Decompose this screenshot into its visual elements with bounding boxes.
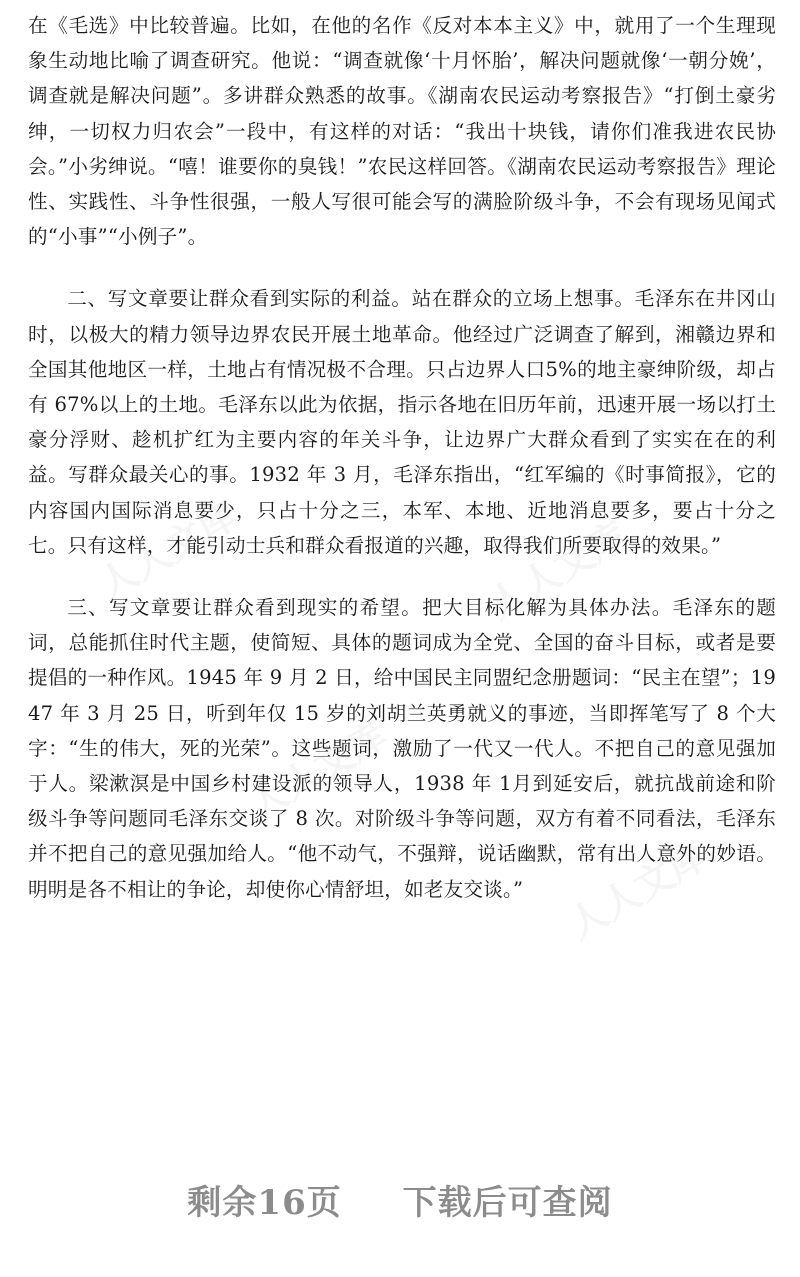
watermark: 人人文库 [480,513,635,628]
document-body [28,8,776,907]
watermark: 人人文库 [240,713,395,828]
remaining-pages-label: 剩余16页 [187,1183,342,1223]
watermark: 人人文库 [560,833,715,948]
paragraph-continuation: 在《毛选》中比较普遍。比如，在他的名作《反对本本主义》中，就用了一个生理现象生动地比喻了调查研究。他说：“调查就像‘十月怀胎’，解决问题就像‘一朝分娩’，调查就是解决问题”。多讲群众熟悉的故事。《湖南农民运动考察报告》“打倒土豪劣绅，一切权力归农会”一段中，有这样的对话：“我出十块钱，请你们准我进农民协会。”小劣绅说。“嘻！谁要你的臭钱！”农民这样回答。《湖南农民运动考察报告》理论性、实践性、斗争性很强，一般人写很可能会写的满脸阶级斗争，不会有现场见闻式的“小事”“小例子”。 [28,14,776,249]
download-prompt[interactable] [0,1175,800,1224]
watermark: 人人文库 [90,493,245,608]
paragraph-section-three: 三、写文章要让群众看到现实的希望。把大目标化解为具体办法。毛泽东的题词，总能抓住时代主题，使简短、具体的题词成为全党、全国的奋斗目标，或者是要提倡的一种作风。1945 年 9 月 2 日，给中国民主同盟纪念册题词：“民主在望”；1947 年 3 月 25 日，听到年仅 15 岁的刘胡兰英勇就义的事迹，当即挥笔写了 8 个大字：“生的伟大，死的光荣”。这些题词，激励了一代又一代人。不把自己的意见强加于人。梁漱溟是中国乡村建设派的领导人，1938 年 1月到延安后，就抗战前途和阶级斗争等问题同毛泽东交谈了 8 次。对阶级斗争等问题，双方有着不同看法，毛泽东并不把自己的意见强加给人。“他不动气，不强辩，说话幽默，常有出人意外的妙语。明明是各不相让的争论，却使你心情舒坦，如老友交谈。” [28,596,776,901]
paragraph-section-two: 二、写文章要让群众看到实际的利益。站在群众的立场上想事。毛泽东在井冈山时，以极大的精力领导边界农民开展土地革命。他经过广泛调查了解到，湘赣边界和全国其他地区一样，土地占有情况极不合理。只占边界人口5%的地主豪绅阶级，却占有 67%以上的土地。毛泽东以此为依据，指示各地在旧历年前，迅速开展一场以打土豪分浮财、趁机扩红为主要内容的年关斗争，让边界广大群众看到了实实在在的利益。写群众最关心的事。1932 年 3 月，毛泽东指出，“红军编的《时事简报》，它的内容国内国际消息要少，只占十分之三，本军、本地、近地消息要多，要占十分之七。只有这样，才能引动士兵和群众看报道的兴趣，取得我们所要取得的效果。” [28,287,776,557]
download-hint-label: 下载后可查阅 [402,1183,613,1223]
